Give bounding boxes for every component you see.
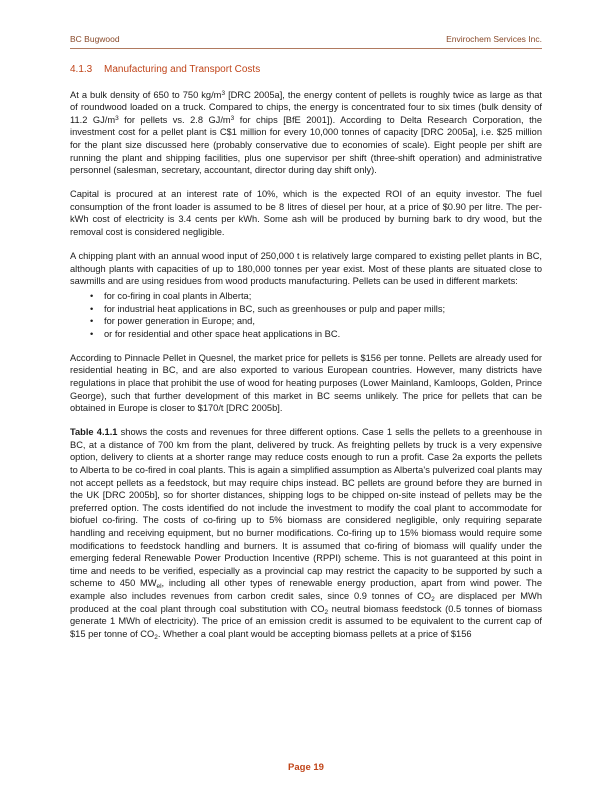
para5-text-e: . Whether a coal plant would be accepting biomass pellets at a price of $156 — [157, 628, 472, 639]
paragraph-5 — [70, 426, 542, 640]
para5-text-b: , including all other types of renewable energy production, apart from wind power. The example also includes revenues from carbon credit sales, since 0.9 tonnes of CO — [70, 578, 543, 601]
para5-sub-4: 2 — [154, 633, 158, 641]
para5-text-a: shows the costs and revenues for three different options. Case 1 sells the pellets to a greenhouse in BC, at a distance of 700 km from the plant, delivered by truck. As freighting pellets by truck is a very expensive option, delivery to clients at a shorter range may reduce costs enough to run a profit. Case 2a exports the pellets to Alberta to be co-fired in coal plants. This is again a simplified assumption as Alberta’s pulverized coal plants may not accept pellets as a feedstock, but may require chips instead. BC pellets are ground before they are burned in the UK [DRC 2005b], so for shorter distances, shipping logs to be chipped on-site instead of pellets may be the preferred option. The costs identified do not include the investment to modify the coal plant to accommodate for biofuel co-firing. The costs of co-firing up to 5% biomass are considered negligible, only requiring separate handling and receiving equipment, but no burner modifications. Co-firing up to 15% biomass would require some modifications to feedstock handling and burners. It is assumed that co-firing of biomass will qualify under the emerging federal Renewable Power Production Incentive (RPPI) scheme. This is not guaranteed at this point in time and needs to be verified, especially as a provincial cap may restrict the capacity to be supported by such a scheme to 450 MW — [70, 427, 542, 589]
list-item: • for co-firing in coal plants in Alberta; — [70, 290, 542, 303]
section-title: Manufacturing and Transport Costs — [104, 64, 261, 75]
paragraph-4: According to Pinnacle Pellet in Quesnel, the market price for pellets is $156 per tonne. Pellets are already used for residential heating in BC, and are also exported to various European countries. However, many districts have regulations in place that prohibit the use of wood for heating purposes (Lower Mainland, Kamloops, Golden, Prince George), such that further development of this market in BC seems unlikely. The price for pellets that can be obtained in Europe is closer to $170/t [DRC 2005b]. — [70, 352, 542, 414]
para5-sub-3: 2 — [324, 608, 329, 616]
para1-sup-3: 3 — [230, 114, 235, 122]
markets-list — [70, 290, 542, 340]
para5-sub-2: 2 — [431, 595, 435, 603]
paragraph-1 — [70, 89, 542, 177]
list-item: • for power generation in Europe; and, — [70, 315, 542, 328]
header-right-text: Envirochem Services Inc. — [446, 34, 542, 44]
page-body — [70, 64, 542, 652]
para1-text-d: for chips [BfE 2001]). According to Delta Research Corporation, the investment cost for a pellet plant is C$1 million for every 10,000 tonnes of capacity [DRC 2005a], i.e. $25 million for the plant size discussed here (probably conservative due to economies of scale). Eight people per shift are running the plant and shipping facilities, plus one supervisor per shift (three-shift operation) and administrative personnel (salesman, secretary, accountant, director during day shift only). — [70, 114, 542, 176]
table-reference: Table 4.1.1 — [70, 427, 118, 438]
header-left-text: BC Bugwood — [70, 34, 120, 44]
page-footer — [0, 762, 612, 773]
paragraph-3: A chipping plant with an annual wood input of 250,000 t is relatively large compared to existing pellet plants in BC, although plants with capacities of up to 180,000 tonnes per year exist. Most of these plants are situated close to sawmills and are using residues from wood products manufacturing. Pellets can be used in different markets: — [70, 251, 542, 287]
list-item: • or for residential and other space heat applications in BC. — [70, 328, 542, 341]
para1-text-b: [DRC 2005a], the energy content of pellets is roughly twice as large as that of roundwood loaded on a truck. Compared to chips, the energy is concentrated four to six times (bulk density of 11.2 GJ/m — [70, 89, 542, 125]
para1-sup-2: 3 — [115, 114, 119, 122]
para5-text-d: neutral biomass feedstock (0.5 tonnes of biomass generate 1 MWh of electricity). The price of an emission credit is assumed to be equivalent to the current cap of $15 per tonne of CO — [70, 603, 543, 639]
paragraph-2: Capital is procured at an interest rate of 10%, which is the expected ROI of an equity investor. The fuel consumption of the front loader is assumed to be 8 litres of diesel per hour, at a price of $0.90 per litre. The per-kWh cost of electricity is 3.4 cents per kWh. Some ash will be produced by burning bark to dry wood, but the removal cost is considered negligible. — [70, 189, 542, 238]
list-item: • for industrial heat applications in BC, such as greenhouses or pulp and paper mills; — [70, 303, 542, 316]
para5-sub-el: el — [156, 583, 162, 591]
page-label: Page — [288, 762, 314, 773]
para1-sup-1: 3 — [221, 89, 226, 97]
para5-text-c: are displaced per MWh produced at the coal plant through coal substitution with CO — [70, 590, 542, 614]
section-heading — [70, 64, 542, 77]
header-divider — [70, 48, 542, 49]
para1-text-a: At a bulk density of 650 to 750 kg/m — [70, 89, 222, 100]
para1-text-c: for pellets vs. 2.8 GJ/m — [118, 114, 231, 125]
section-number: 4.1.3 — [70, 64, 93, 75]
page-number: 19 — [313, 762, 324, 773]
